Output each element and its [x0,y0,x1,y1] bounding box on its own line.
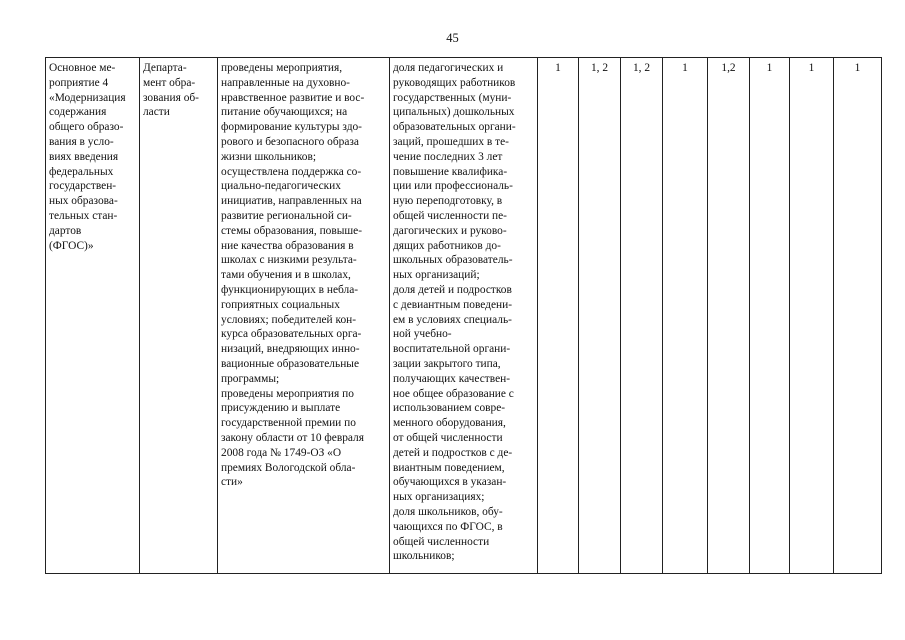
indicator-link-cell: 1, 2 [579,58,621,574]
indicator-link-cell: 1 [750,58,790,574]
indicator-link-cell: 1 [538,58,579,574]
indicator-link-cell: 1 [663,58,708,574]
event-name-cell: Основное ме- роприятие 4 «Модернизация содержания общего образо- вания в усло- виях введения федеральных государствен- ных образова- тельных стан- дартов (ФГОС)» [46,58,140,574]
indicator-link-cell: 1 [790,58,834,574]
executor-cell: Департа- мент обра- зования об- ласти [140,58,218,574]
indicator-link-cell: 1 [834,58,882,574]
results-cell: проведены мероприятия, направленные на духовно- нравственное развитие и вос- питание обучающихся; на формирование культуры здо- рового и безопасного образа жизни школьников; осуществлена поддержка со- циально-педагогических инициатив, направленных на развитие региональной си- стемы образования, повыше- ние качества образования в школах с низкими результа- тами обучения и в школах, функционирующих в неблa- гоприятных социальных условиях; победителей кон- курса образовательных орга- низаций, внедряющих инно- вационные образовательные программы; проведены мероприятия по присуждению и выплате государственной премии по закону области от 10 февраля 2008 года № 1749-ОЗ «О премиях Вологодской обла- сти» [218,58,390,574]
table-row [46,58,882,574]
indicator-link-cell: 1,2 [708,58,750,574]
page-number: 45 [446,31,459,45]
program-table [45,57,882,574]
indicator-link-cell: 1, 2 [621,58,663,574]
indicators-cell: доля педагогических и руководящих работников государственных (муни- ципальных) дошкольных образовательных органи- заций, прошедших в те- чение последних 3 лет повышение квалифика- ции или профессиональ- ную переподготовку, в общей численности пе- дагогических и руково- дящих работников до- школьных образователь- ных организаций; доля детей и подростков с девиантным поведени- ем в условиях специаль- ной учебно- воспитательной органи- зации закрытого типа, получающих качествен- ное общее образование с использованием совре- менного оборудования, от общей численности детей и подростков с де- виантным поведением, обучающихся в указан- ных организациях; доля школьников, обу- чающихся по ФГОС, в общей численности школьников; [390,58,538,574]
